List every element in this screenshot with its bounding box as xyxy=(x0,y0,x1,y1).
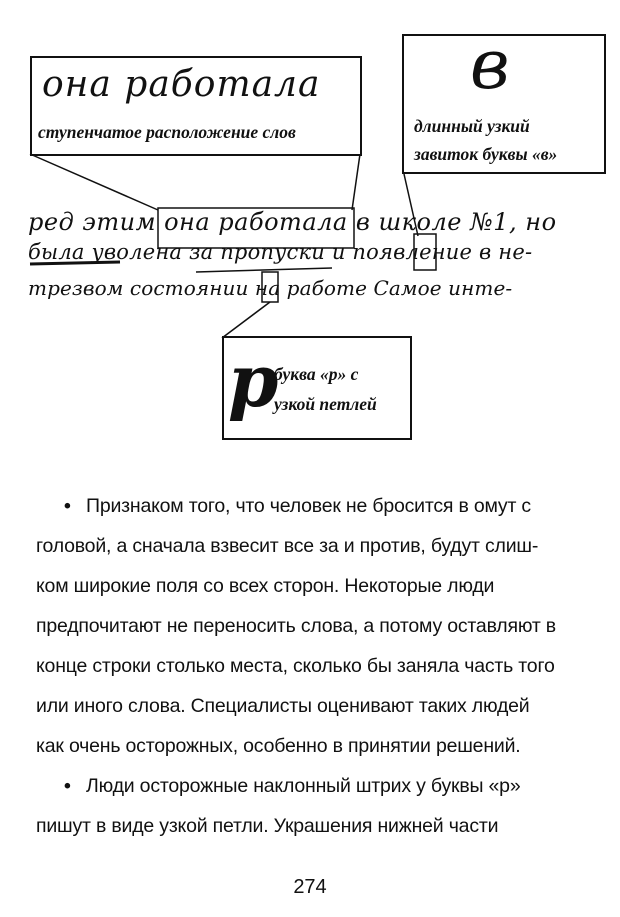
callout-handwriting-sample: она работала xyxy=(42,64,321,105)
callout-letter-r-sample: р xyxy=(228,338,279,423)
callout-box-spacing xyxy=(30,56,362,156)
paragraph-1-line-3: ком широкие поля со всех сторон. Некоторые люди xyxy=(36,575,495,597)
bullet: • xyxy=(64,775,71,797)
body-text xyxy=(36,486,596,846)
callout-letter-v-sample: в xyxy=(470,26,510,105)
connector-left-1 xyxy=(30,154,158,210)
paragraph-1-line-4: предпочитают не переносить слова, а потому оставляют в xyxy=(36,615,556,637)
paragraph-1-line-1: • Признаком того, что человек не бросится в омут с xyxy=(36,486,596,526)
paragraph-1-line-7: как очень осторожных, особенно в принятии решений. xyxy=(36,735,521,757)
callout-caption: ступенчатое расположение слов xyxy=(38,122,296,142)
callout-caption-line1: длинный узкий xyxy=(414,116,530,136)
callout-caption-line2: узкой петлей xyxy=(274,394,377,414)
paragraph-2-line-2: пишут в виде узкой петли. Украшения нижней части xyxy=(36,815,499,837)
paragraph-1-line-2: головой, а сначала взвесит все за и против, будут слиш- xyxy=(36,535,539,557)
page-number: 274 xyxy=(293,876,327,898)
paragraph-2-line-1: • Люди осторожные наклонный штрих у буквы «р» xyxy=(36,766,596,806)
connector-left-2 xyxy=(352,154,360,210)
paragraph-1-line-5: конце строки столько места, сколько бы заняла часть того xyxy=(36,655,555,677)
handwriting-line-1: ред этим она работала в школе №1, но xyxy=(28,208,557,236)
bullet: • xyxy=(64,495,71,517)
paragraph-1-line-6: или иного слова. Специалисты оценивают таких людей xyxy=(36,695,530,717)
callout-caption-line2: завиток буквы «в» xyxy=(414,144,558,164)
handwriting-line-3: трезвом состоянии на работе Самое инте- xyxy=(28,276,513,300)
callout-box-letter-r xyxy=(222,336,412,440)
callout-caption-line1: буква «р» с xyxy=(274,364,359,384)
callout-box-letter-v xyxy=(402,26,606,174)
connector-bottom xyxy=(222,302,270,338)
handwriting-line-2: была уволена за пропуски и появление в не- xyxy=(28,240,533,264)
